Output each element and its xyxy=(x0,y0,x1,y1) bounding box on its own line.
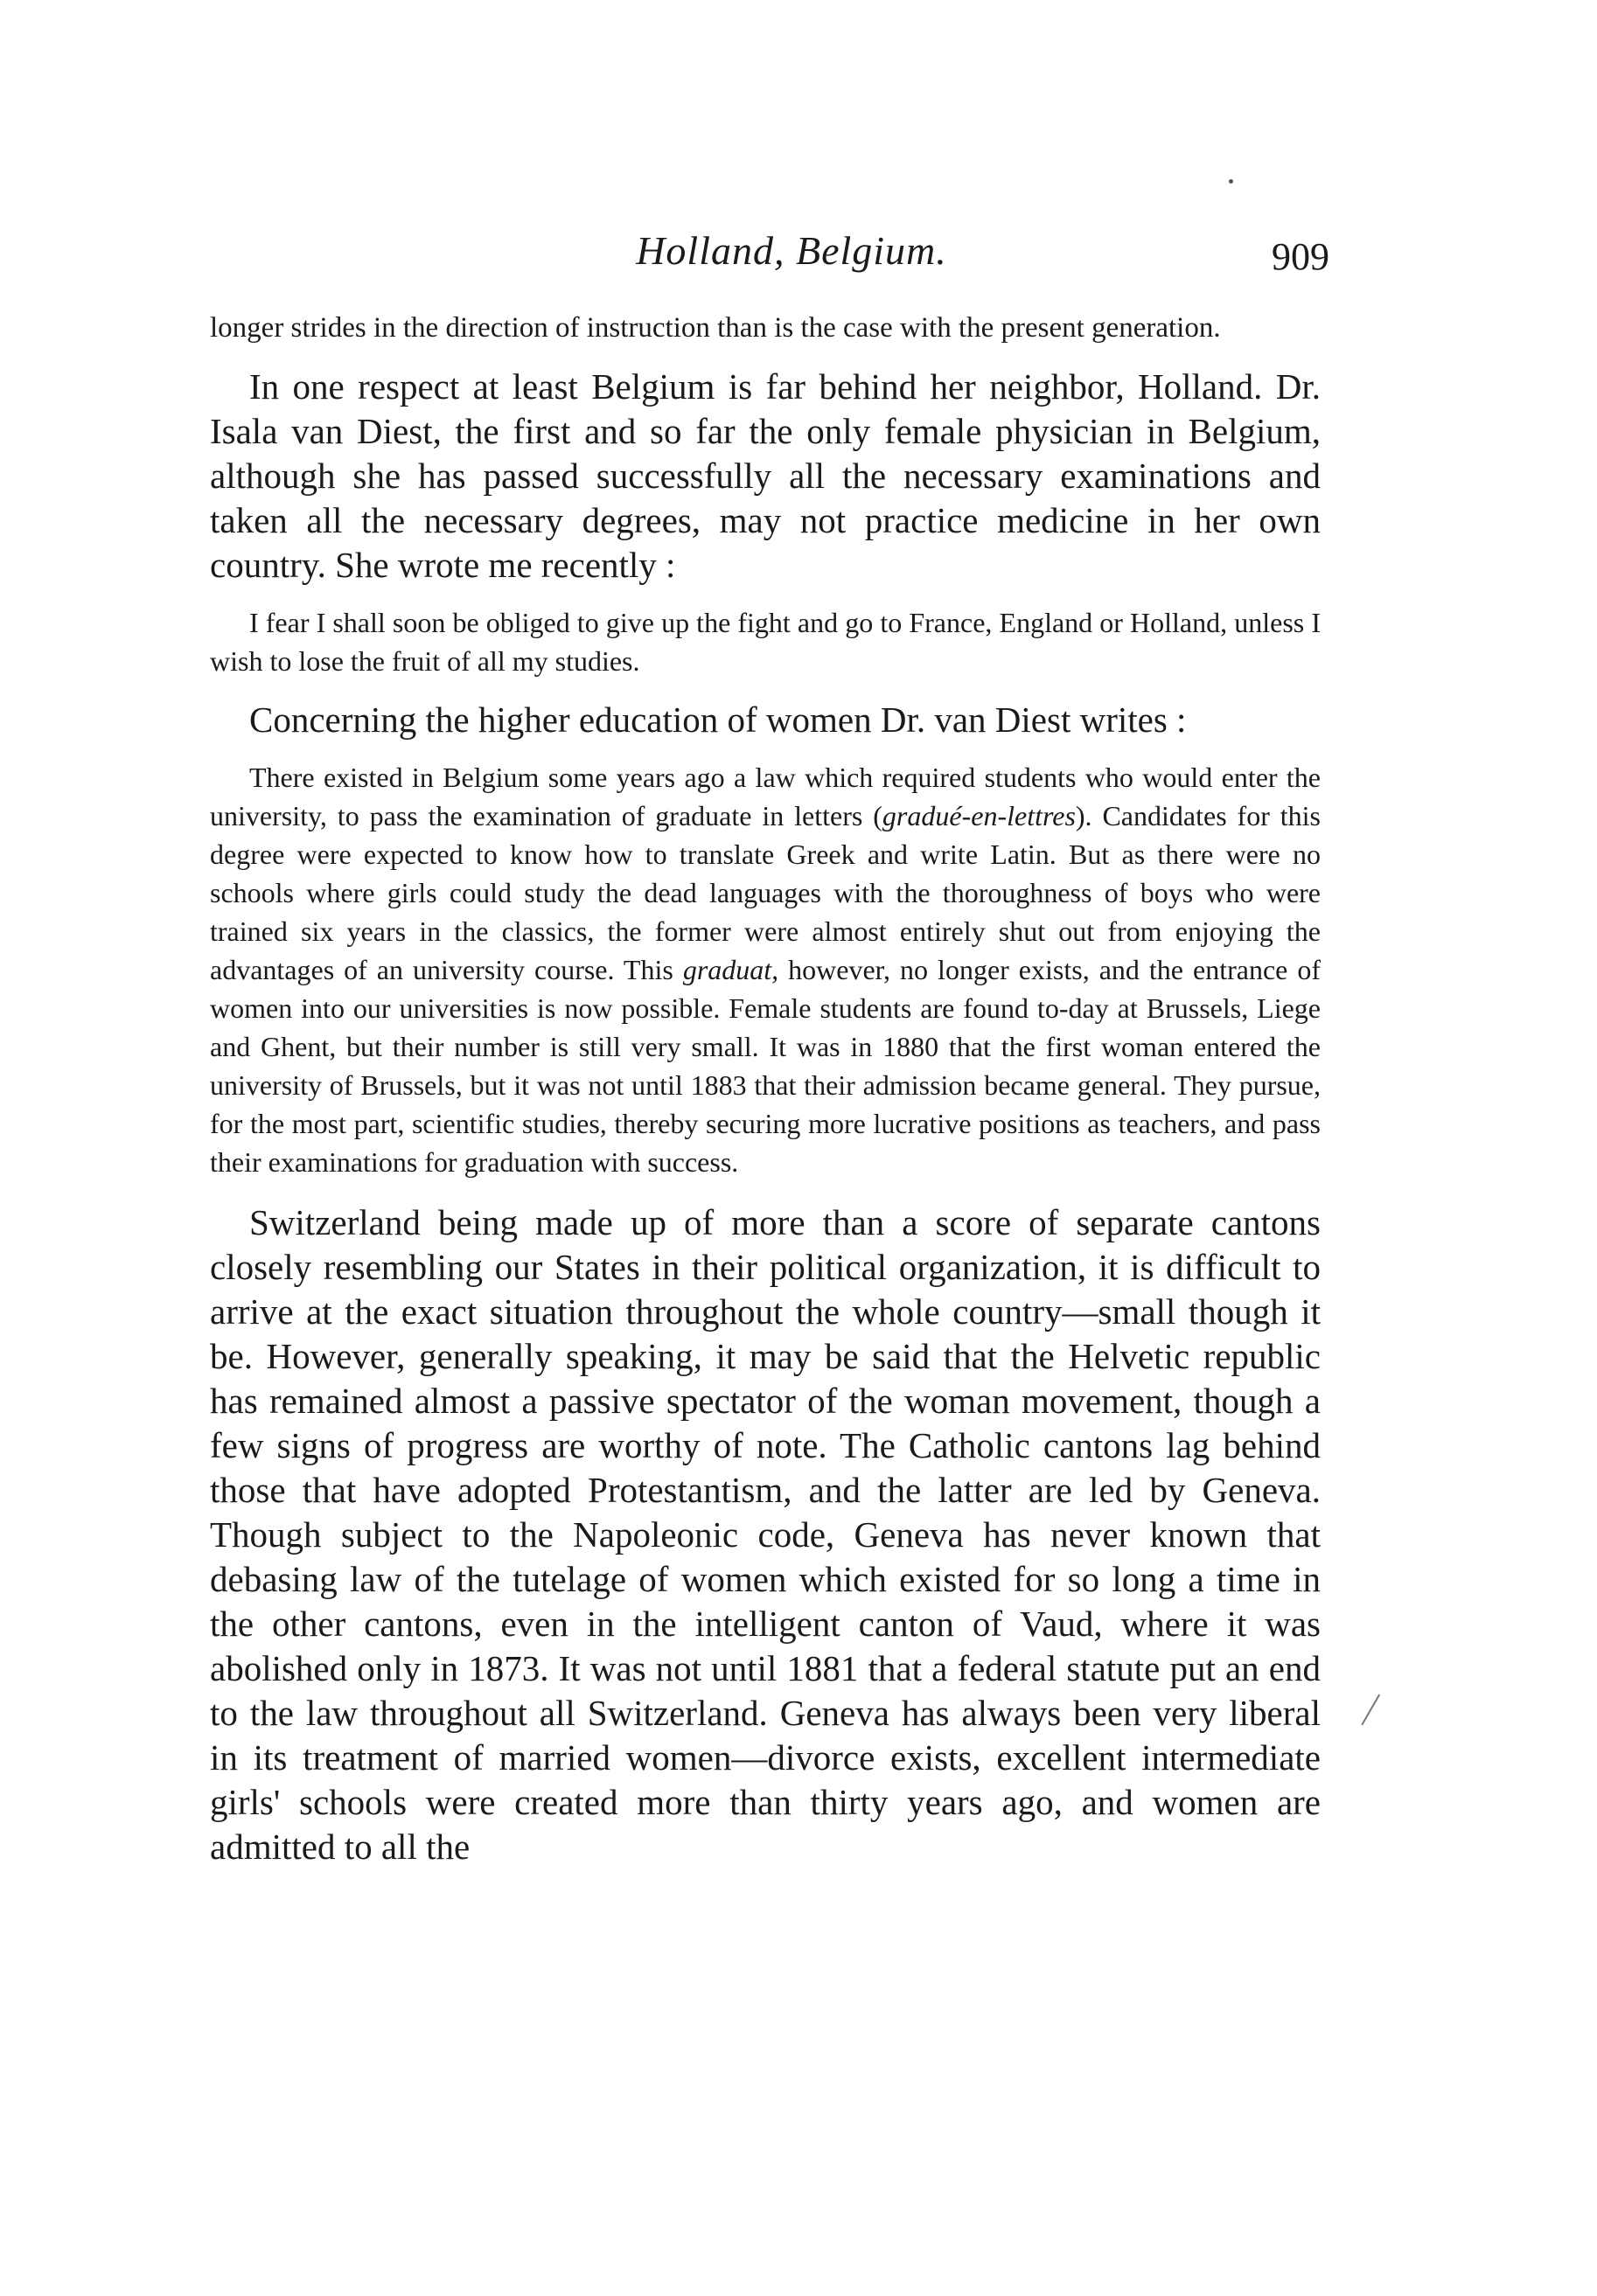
quote-text-segment: There existed in Belgium some years ago a law which required students who would enter the university, to pass the examination of graduate in letters ( xyxy=(210,762,1321,831)
book-page xyxy=(210,210,1329,1869)
italic-term-graduat: graduat, xyxy=(682,954,779,985)
stray-dot-mark xyxy=(1229,179,1233,184)
higher-education-intro: Concerning the higher education of women Dr. van Diest writes : xyxy=(249,699,1187,740)
van-diest-quote: I fear I shall soon be obliged to give up the fight and go to France, England or Holland, unless I wish to lose the fruit of all my studies. xyxy=(210,607,1321,677)
page-number: 909 xyxy=(1272,235,1329,278)
switzerland-paragraph: Switzerland being made up of more than a score of separate cantons closely resembling our States in their political organization, it is difficult to arrive at the exact situation throughout the whole country—small though it be. However, generally speaking, it may be said that the Helvetic republic has remained almost a passive spectator of the woman movement, though a few signs of progress are worthy of note. The Catholic cantons lag behind those that have adopted Protestantism, and the latter are led by Geneva. Though subject to the Napoleonic code, Geneva has never known that debasing law of the tutelage of women which existed for so long a time in the other cantons, even in the intelligent canton of Vaud, where it was abolished only in 1873. It was not until 1881 that a federal statute put an end to the law throughout all Switzerland. Geneva has always been very liberal in its treatment of married women—divorce exists, excellent intermediate girls' schools were created more than thirty years ago, and women are admitted to all the xyxy=(210,1202,1321,1867)
continuation-paragraph: longer strides in the direction of instruction than is the case with the present generation. xyxy=(210,312,1221,344)
higher-education-quote xyxy=(210,758,1321,1181)
italic-term-gradue: gradué-en-lettres xyxy=(882,800,1076,831)
page-header xyxy=(210,210,1329,306)
quote-text-segment: ). Candidates for this degree were expected to know how to translate Greek and write Latin. But as there were no schools where girls could study the dead languages with the thoroughness of boys who were trained six years in the classics, the former were almost entirely shut out from enjoying the advantages of an university course. This xyxy=(210,800,1322,985)
running-head: Holland, Belgium. xyxy=(636,228,947,273)
margin-pencil-mark xyxy=(1361,1694,1393,1734)
belgium-physician-paragraph: In one respect at least Belgium is far behind her neighbor, Holland. Dr. Isala van Diest, the first and so far the only female physician in Belgium, although she has passed successfully all the necessary examinations and taken all the necessary degrees, may not practice medicine in her own country. She wrote me recently : xyxy=(210,366,1321,585)
quote-text-segment: however, no longer exists, and the entrance of women into our universities is now possible. Female students are found to-day at Brussels, Liege and Ghent, but their number is still very small. It was in 1880 that the first woman entered the university of Brussels, but it was not until 1883 that their admission became general. They pursue, for the most part, scientific studies, thereby securing more lucrative positions as teachers, and pass their examinations for graduation with success. xyxy=(210,954,1322,1178)
